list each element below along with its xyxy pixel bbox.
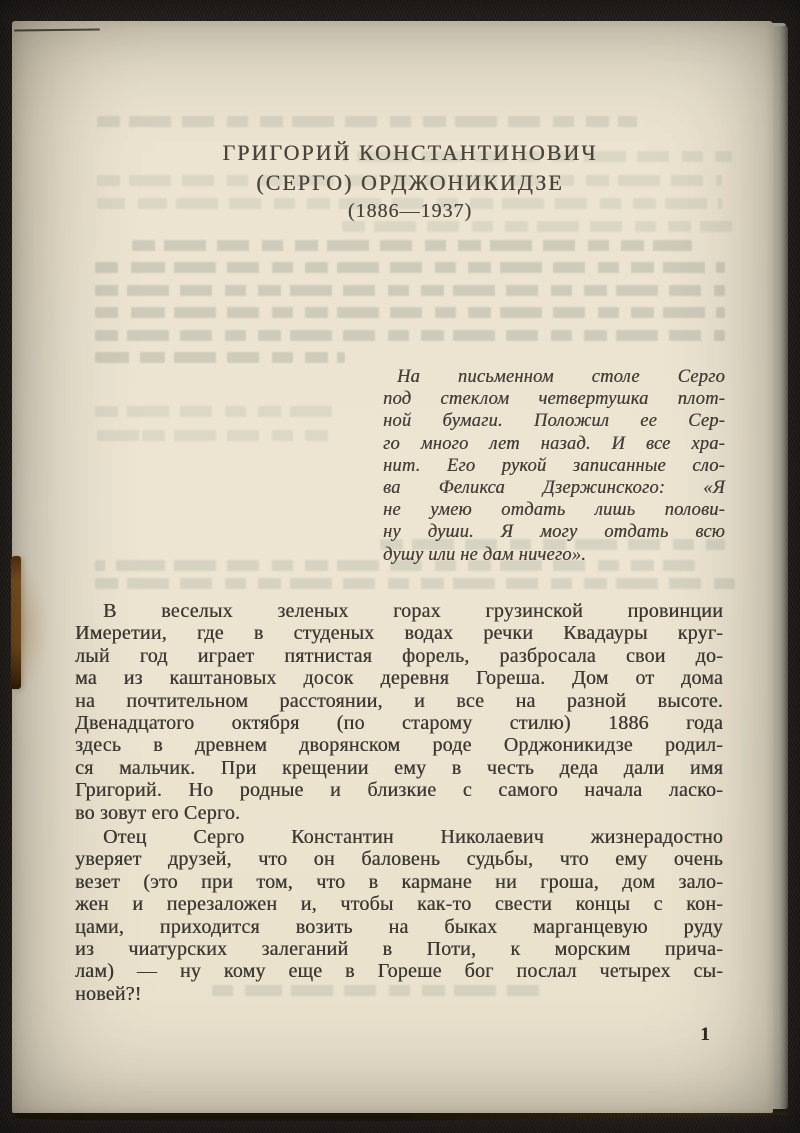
text-line: лам) — ну кому еще в Гореше бог послал четырех сы-	[75, 960, 723, 983]
text-line: не умею отдать лишь полови-	[383, 500, 725, 521]
page-bottom-shadow	[15, 1112, 788, 1121]
text-line: Григорий. Но родные и близкие с самого начала ласко-	[75, 779, 723, 802]
title-years: (1886—1937)	[347, 200, 473, 222]
book-page	[12, 21, 773, 1113]
text-line: под стеклом четвертушка плот-	[383, 389, 725, 410]
text-line: жен и перезаложен и, чтобы как-то свести концы с кон-	[75, 893, 723, 916]
text-line: нит. Его рукой записанные сло-	[383, 455, 725, 476]
text-line: душу или не дам ничего».	[383, 544, 586, 565]
text-line: из чиатурских залеганий в Поти, к морским прича-	[75, 938, 723, 961]
text-line: ной бумаги. Положил ее Сер-	[383, 411, 725, 432]
page-number: 1	[700, 1024, 710, 1045]
text-line: Двенадцатого октября (по старому стилю) 1886 года	[75, 712, 723, 735]
chapter-title	[75, 138, 723, 226]
text-line: Имеретии, где в студеных водах речки Квадауры круг-	[75, 622, 723, 645]
text-line: лый год играет пятнистая форель, разбросала свои до-	[75, 644, 723, 667]
text-line: уверяет друзей, что он баловень судьбы, что ему очень	[75, 848, 723, 871]
text-line: здесь в древнем дворянском роде Орджоникидзе родил-	[75, 734, 723, 757]
body-paragraph-1	[75, 600, 723, 824]
epigraph-quote	[383, 366, 725, 566]
text-line: го много лет назад. И все хра-	[383, 433, 725, 454]
text-line: В веселых зеленых горах грузинской провинции	[103, 600, 723, 622]
text-line: На письменном столе Серго	[397, 367, 725, 387]
text-line: цами, приходится возить на быках марганцевую руду	[75, 915, 723, 938]
page-content	[12, 21, 773, 1113]
title-name-line-1: ГРИГОРИЙ КОНСТАНТИНОВИЧ	[222, 140, 598, 165]
body-paragraph-2	[75, 826, 723, 1005]
text-line: новей?!	[75, 982, 142, 1005]
text-line: ся мальчик. При крещении ему в честь деда дали имя	[75, 756, 723, 779]
text-line: Отец Серго Константин Николаевич жизнерадостно	[103, 826, 723, 848]
text-line: везет (это при том, что в кармане ни гроша, дом зало-	[75, 870, 723, 893]
text-line: ва Феликса Дзержинского: «Я	[383, 478, 725, 499]
title-name-line-2: (СЕРГО) ОРДЖОНИКИДЗЕ	[256, 169, 564, 195]
text-line: ма из каштановых досок деревня Гореша. Дом от дома	[75, 667, 723, 690]
text-line: ну души. Я могу отдать всю	[383, 522, 725, 543]
text-line: на почтительном расстоянии, и все на разной высоте.	[75, 689, 723, 712]
text-line: во зовут его Серго.	[75, 801, 241, 824]
